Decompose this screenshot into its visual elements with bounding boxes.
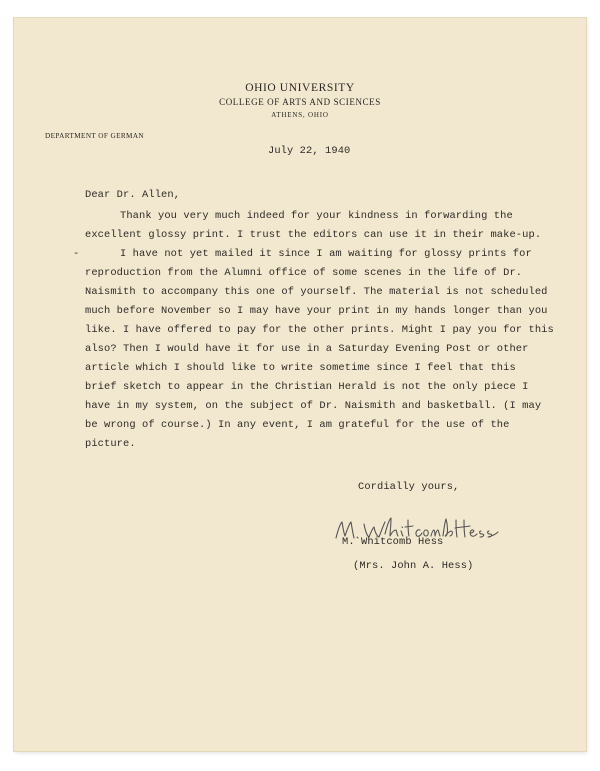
body-line: Naismith to accompany this one of yourself. The material is not scheduled <box>85 286 548 298</box>
body-line <box>73 245 555 264</box>
letterhead-city: ATHENS, OHIO <box>271 111 329 119</box>
body-line: also? Then I would have it for use in a Saturday Evening Post or other <box>85 343 529 355</box>
body-line: excellent glossy print. I trust the editors can use it in their make-up. <box>85 229 542 241</box>
letter-date: July 22, 1940 <box>268 145 351 157</box>
letter-body <box>73 207 555 454</box>
body-line: like. I have offered to pay for the other prints. Might I pay you for this <box>85 324 554 336</box>
letterhead-university: OHIO UNIVERSITY <box>245 82 355 94</box>
body-line: reproduction from the Alumni office of some scenes in the life of Dr. <box>85 267 523 279</box>
signer-name: M. Whitcomb Hess <box>342 536 444 548</box>
body-line: Thank you very much indeed for your kindness in forwarding the <box>120 210 513 222</box>
body-line: article which I should like to write sometime since I feel that this <box>85 362 516 374</box>
body-line: be wrong of course.) In any event, I am grateful for the use of the <box>85 419 510 431</box>
margin-mark: - <box>73 248 80 260</box>
body-line: have in my system, on the subject of Dr. Naismith and basketball. (I may <box>85 400 542 412</box>
body-line: much before November so I may have your print in my hands longer than you <box>85 305 548 317</box>
letterhead-department: DEPARTMENT OF GERMAN <box>45 132 145 140</box>
body-line: picture. <box>85 438 136 450</box>
letter-closing: Cordially yours, <box>358 481 460 493</box>
letter-salutation: Dear Dr. Allen, <box>85 189 181 201</box>
letterhead-college: COLLEGE OF ARTS AND SCIENCES <box>219 97 381 107</box>
body-line-text: I have not yet mailed it since I am waiting for glossy prints for <box>120 248 532 260</box>
signer-alternate-name: (Mrs. John A. Hess) <box>353 560 474 572</box>
body-line: brief sketch to appear in the Christian Herald is not the only piece I <box>85 381 529 393</box>
